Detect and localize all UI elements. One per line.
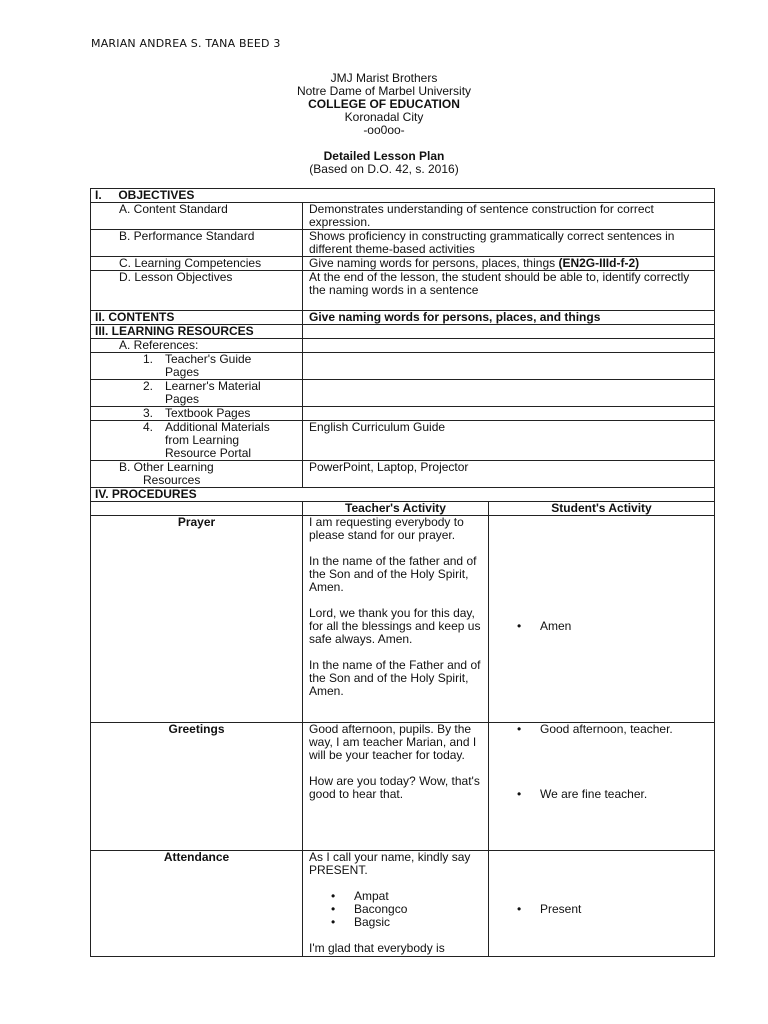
resources-heading: III. LEARNING RESOURCES xyxy=(91,325,303,339)
prayer-row xyxy=(91,516,715,723)
header-line-4: Koronadal City xyxy=(344,110,424,124)
prayer-teacher-text-4: In the name of the Father and of the Son and of the Holy Spirit, Amen. xyxy=(309,658,481,698)
textbook-pages-label xyxy=(91,407,303,421)
table-row xyxy=(91,257,715,271)
additional-materials-value: English Curriculum Guide xyxy=(303,421,715,461)
item-number: 4. xyxy=(143,420,154,434)
objectives-heading xyxy=(91,189,715,203)
lesson-objectives-value: At the end of the lesson, the student should be able to, identify correctly the naming words in a sentence xyxy=(303,271,715,311)
teacher-activity-header: Teacher's Activity xyxy=(303,502,489,516)
plan-title: Detailed Lesson Plan xyxy=(323,149,445,163)
teachers-guide-label xyxy=(91,353,303,380)
school-header xyxy=(0,72,768,137)
attendance-student-list xyxy=(495,903,708,916)
attendance-student-cell xyxy=(489,851,715,957)
prayer-teacher-cell xyxy=(303,516,489,723)
author-line: MARIAN ANDREA S. TANA BEED 3 xyxy=(91,37,281,50)
attendance-row xyxy=(91,851,715,957)
table-row xyxy=(91,271,715,311)
item-number: 2. xyxy=(143,379,154,393)
table-row xyxy=(91,230,715,257)
performance-standard-value: Shows proficiency in constructing grammatically correct sentences in different theme-based activities xyxy=(303,230,715,257)
greetings-teacher-text-1: Good afternoon, pupils. By the way, I am teacher Marian, and I will be your teacher for today. xyxy=(309,722,477,762)
table-row xyxy=(91,353,715,380)
prayer-teacher-text-2: In the name of the father and of the Son and of the Holy Spirit, Amen. xyxy=(309,554,477,594)
teachers-guide-value xyxy=(303,353,715,380)
lesson-plan-table xyxy=(90,188,715,957)
prayer-label: Prayer xyxy=(91,516,303,723)
procedures-heading: IV. PROCEDURES xyxy=(91,488,715,502)
objectives-heading-label: OBJECTIVES xyxy=(118,188,195,202)
table-row xyxy=(91,421,715,461)
attendance-names-list xyxy=(309,890,482,929)
header-line-1: JMJ Marist Brothers xyxy=(330,71,438,85)
objectives-heading-number: I. xyxy=(95,188,102,202)
other-resources-label-line2: Resources xyxy=(143,473,201,487)
student-activity-header: Student's Activity xyxy=(489,502,715,516)
content-standard-label: A. Content Standard xyxy=(91,203,303,230)
procedures-heading-row xyxy=(91,488,715,502)
item-number: 1. xyxy=(143,352,154,366)
table-row xyxy=(91,461,715,488)
greetings-row xyxy=(91,723,715,851)
additional-materials-label xyxy=(91,421,303,461)
learning-competencies-label: C. Learning Competencies xyxy=(91,257,303,271)
learners-material-value xyxy=(303,380,715,407)
prayer-teacher-text-1: I am requesting everybody to please stand for our prayer. xyxy=(309,515,464,542)
item-label-cont: Pages xyxy=(165,392,200,406)
attendance-teacher-cell xyxy=(303,851,489,957)
item-label-cont: from Learning xyxy=(165,433,240,447)
greetings-student-cell xyxy=(489,723,715,851)
procedures-column-headers xyxy=(91,502,715,516)
table-row xyxy=(91,203,715,230)
prayer-teacher-text-3: Lord, we thank you for this day, for all the blessings and keep us safe always. Amen. xyxy=(309,606,481,646)
contents-row xyxy=(91,311,715,325)
item-label-cont: Pages xyxy=(165,365,200,379)
header-line-3: COLLEGE OF EDUCATION xyxy=(308,97,460,111)
list-item: • Bagsic xyxy=(309,916,482,929)
greetings-student-list xyxy=(495,723,708,801)
references-label: A. References: xyxy=(91,339,303,353)
item-label: Teacher's Guide xyxy=(165,352,252,366)
objectives-heading-row xyxy=(91,189,715,203)
item-number: 3. xyxy=(143,406,154,420)
learning-competencies-value xyxy=(303,257,715,271)
table-row xyxy=(91,380,715,407)
greetings-label: Greetings xyxy=(91,723,303,851)
other-resources-value: PowerPoint, Laptop, Projector xyxy=(303,461,715,488)
table-row xyxy=(91,339,715,353)
resources-heading-row xyxy=(91,325,715,339)
list-item: • Present xyxy=(495,903,708,916)
contents-value: Give naming words for persons, places, and things xyxy=(303,311,715,325)
item-label: Additional Materials xyxy=(165,420,270,434)
header-line-2: Notre Dame of Marbel University xyxy=(296,84,472,98)
textbook-pages-value xyxy=(303,407,715,421)
list-item: • Ampat xyxy=(309,890,482,903)
references-value xyxy=(303,339,715,353)
prayer-student-cell xyxy=(489,516,715,723)
resources-heading-value xyxy=(303,325,715,339)
contents-heading: II. CONTENTS xyxy=(91,311,303,325)
procedures-blank-header xyxy=(91,502,303,516)
item-label-cont-2: Resource Portal xyxy=(165,446,252,460)
header-line-5: -oo0oo- xyxy=(363,123,405,137)
competency-text: Give naming words for persons, places, things xyxy=(309,256,559,270)
plan-subtitle: (Based on D.O. 42, s. 2016) xyxy=(309,162,459,176)
other-resources-label-line1: B. Other Learning xyxy=(119,460,214,474)
list-item: • We are fine teacher. xyxy=(495,788,708,801)
item-label: Learner's Material xyxy=(165,379,261,393)
content-standard-value: Demonstrates understanding of sentence construction for correct expression. xyxy=(303,203,715,230)
item-label: Textbook Pages xyxy=(165,406,251,420)
list-item: • Bacongco xyxy=(309,903,482,916)
attendance-teacher-text-1: As I call your name, kindly say PRESENT. xyxy=(309,850,471,877)
performance-standard-label: B. Performance Standard xyxy=(91,230,303,257)
attendance-teacher-text-2: I'm glad that everybody is xyxy=(309,941,445,955)
plan-title-block xyxy=(0,150,768,176)
greetings-teacher-cell xyxy=(303,723,489,851)
learners-material-label xyxy=(91,380,303,407)
other-resources-label xyxy=(91,461,303,488)
greetings-teacher-text-2: How are you today? Wow, that's good to hear that. xyxy=(309,774,480,801)
prayer-student-list xyxy=(495,620,708,633)
lesson-objectives-label: D. Lesson Objectives xyxy=(91,271,303,311)
attendance-label: Attendance xyxy=(91,851,303,957)
competency-code: (EN2G-IIId-f-2) xyxy=(558,256,640,270)
list-item: • Good afternoon, teacher. xyxy=(495,723,708,736)
table-row xyxy=(91,407,715,421)
list-item: • Amen xyxy=(495,620,708,633)
